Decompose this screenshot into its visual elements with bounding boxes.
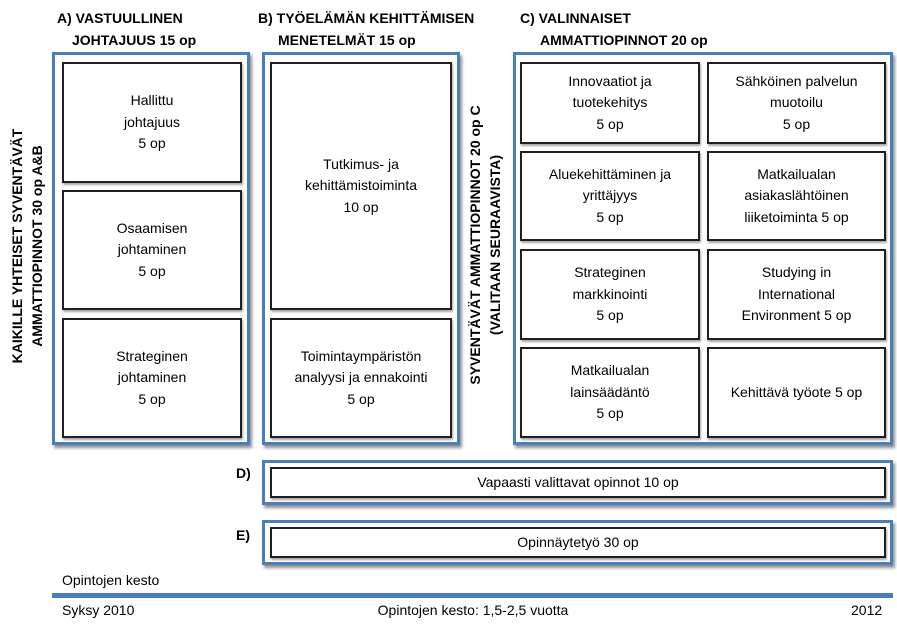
module-toimintaymparisto-analyysi bbox=[270, 318, 452, 438]
module-title-line: johtaminen bbox=[117, 241, 187, 258]
module-title-line: Studying in bbox=[761, 264, 832, 281]
module-credits: 5 op bbox=[596, 307, 624, 324]
module-credits: 5 op bbox=[138, 390, 166, 407]
module-title-line: Hallittu bbox=[130, 92, 174, 109]
module-title-line: Strateginen bbox=[574, 264, 646, 281]
module-title-line: Matkailualan bbox=[757, 165, 836, 182]
module-title-line: analyysi ja ennakointi bbox=[294, 369, 428, 386]
module-credits: 5 op bbox=[596, 208, 624, 225]
module-tutkimus-kehittamistoiminta bbox=[270, 62, 452, 310]
timeline-bar bbox=[52, 593, 893, 598]
module-strateginen-johtaminen bbox=[62, 318, 242, 438]
module-title-line: Toimintaympäristön bbox=[300, 347, 422, 364]
module-title-line: Tutkimus- ja bbox=[323, 155, 399, 172]
timeline-duration: Opintojen kesto: 1,5-2,5 vuotta bbox=[377, 602, 569, 618]
module-credits: liiketoiminta 5 op bbox=[744, 208, 849, 225]
module-title-line: Vapaasti valittavat opinnot 10 op bbox=[477, 473, 679, 490]
module-hallittu-johtajuus bbox=[62, 62, 242, 183]
side-label-common-line-1: KAIKILLE YHTEISET SYVENTÄVÄT bbox=[9, 128, 25, 364]
module-credits: 5 op bbox=[596, 115, 624, 132]
module-title-line: lainsäädäntö bbox=[570, 383, 650, 400]
module-title-line: johtajuus bbox=[123, 113, 181, 130]
side-label-elective-line-1: SYVENTÄVÄT AMMATTIOPINNOT 20 op C bbox=[467, 105, 483, 385]
module-aluekehittaminen-yrittajyys bbox=[520, 151, 700, 241]
header-b-line-1: B) TYÖELÄMÄN KEHITTÄMISEN bbox=[258, 10, 475, 26]
side-label-common-line-2: AMMATTIOPINNOT 30 op A&B bbox=[29, 145, 45, 347]
module-opinnaytetyo bbox=[270, 527, 886, 558]
module-innovaatiot-tuotekehitys bbox=[520, 62, 700, 144]
timeline-start: Syksy 2010 bbox=[62, 602, 135, 618]
row-e-label: E) bbox=[236, 527, 250, 543]
header-a-line-2: JOHTAJUUS 15 op bbox=[72, 32, 197, 48]
module-matkailualan-liiketoiminta bbox=[707, 151, 886, 241]
header-c-line-2: AMMATTIOPINNOT 20 op bbox=[540, 32, 708, 48]
module-osaamisen-johtaminen bbox=[62, 190, 242, 310]
module-credits: Environment 5 op bbox=[741, 307, 852, 324]
module-title-line: Innovaatiot ja bbox=[568, 72, 652, 89]
module-title-line: johtaminen bbox=[117, 369, 187, 386]
module-credits: 5 op bbox=[138, 262, 166, 279]
module-title-line: International bbox=[757, 285, 836, 302]
module-credits: 5 op bbox=[138, 135, 166, 152]
module-title-line: Matkailualan bbox=[570, 362, 650, 379]
module-matkailualan-lainsaadanto bbox=[520, 347, 700, 438]
timeline-end: 2012 bbox=[851, 602, 883, 618]
module-credits: 5 op bbox=[782, 115, 811, 132]
timeline-title: Opintojen kesto bbox=[62, 572, 160, 588]
module-kehittava-tyoote bbox=[707, 347, 886, 438]
module-title-line: Sähköinen palvelun bbox=[735, 72, 858, 89]
header-c-line-1: C) VALINNAISET bbox=[520, 10, 631, 26]
module-title-line: tuotekehitys bbox=[572, 94, 648, 111]
row-d-label: D) bbox=[236, 465, 251, 481]
side-label-elective-studies bbox=[465, 85, 505, 405]
module-title-line: yrittäjyys bbox=[582, 187, 638, 204]
module-title-line: Aluekehittäminen ja bbox=[548, 165, 672, 182]
module-title-line: markkinointi bbox=[572, 285, 648, 302]
side-label-elective-line-2: (VALITAAN SEURAAVISTA) bbox=[487, 154, 503, 336]
module-studying-international-environment bbox=[707, 249, 886, 340]
module-title-line: Opinnäytetyö 30 op bbox=[517, 533, 639, 550]
side-label-common-studies bbox=[7, 96, 47, 396]
module-credits: 10 op bbox=[343, 198, 379, 215]
module-title-line: kehittämistoiminta bbox=[304, 177, 418, 194]
module-title-line: asiakaslähtöinen bbox=[744, 187, 849, 204]
module-credits: 5 op bbox=[347, 390, 375, 407]
module-sahkoinen-palvelun-muotoilu bbox=[707, 62, 886, 144]
module-title-line: Osaamisen bbox=[116, 219, 188, 236]
module-title-line: Kehittävä työote 5 op bbox=[730, 383, 863, 400]
header-b-line-2: MENETELMÄT 15 op bbox=[278, 32, 416, 48]
module-strateginen-markkinointi bbox=[520, 249, 700, 340]
module-credits: 5 op bbox=[596, 405, 624, 422]
module-vapaasti-valittavat bbox=[270, 467, 886, 498]
module-title-line: muotoilu bbox=[770, 94, 823, 111]
header-a-line-1: A) VASTUULLINEN bbox=[57, 10, 183, 26]
module-title-line: Strateginen bbox=[116, 347, 188, 364]
